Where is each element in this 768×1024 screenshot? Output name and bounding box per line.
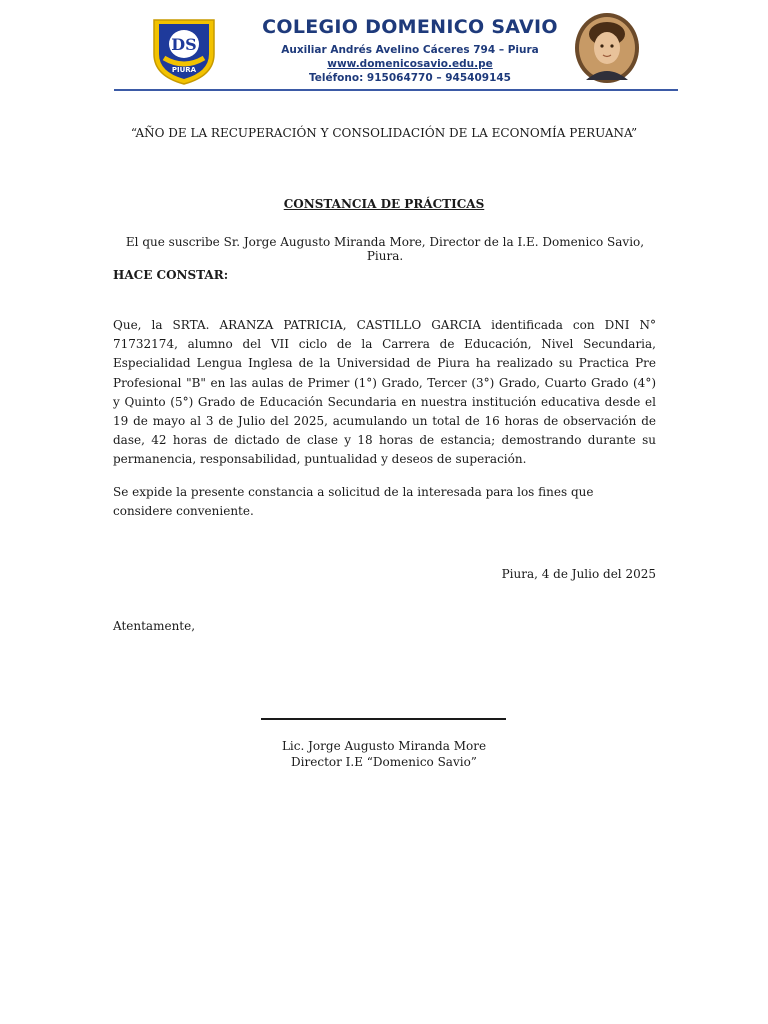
- signature-block: [0, 738, 768, 770]
- place-date: Piura, 4 de Julio del 2025: [501, 567, 656, 581]
- school-address: Auxiliar Andrés Avelino Cáceres 794 – Piura: [281, 44, 539, 56]
- school-name: COLEGIO DOMENICO SAVIO: [262, 16, 558, 38]
- domenico-savio-portrait: [574, 12, 640, 84]
- expide-paragraph: Se expide la presente constancia a solicitud de la interesada para los fines que considere conveniente.: [113, 485, 594, 518]
- signatory-role: Director I.E “Domenico Savio”: [291, 755, 477, 769]
- crest-initials: DS: [171, 35, 197, 54]
- year-motto: “AÑO DE LA RECUPERACIÓN Y CONSOLIDACIÓN DE LA ECONOMÍA PERUANA”: [130, 126, 638, 140]
- closing-salutation: Atentamente,: [113, 619, 196, 633]
- letterhead: [114, 10, 678, 92]
- school-website[interactable]: www.domenicosavio.edu.pe: [327, 58, 493, 70]
- crest-label: PIURA: [171, 66, 197, 74]
- signatory-name: Lic. Jorge Augusto Miranda More: [281, 739, 487, 753]
- letterhead-rule: [114, 89, 678, 91]
- intro-paragraph: El que suscribe Sr. Jorge Augusto Miranda More, Director de la I.E. Domenico Savio, Piura.: [125, 235, 645, 263]
- signature-line: [261, 718, 506, 720]
- document-title: CONSTANCIA DE PRÁCTICAS: [283, 197, 485, 211]
- school-phone: Teléfono: 915064770 – 945409145: [308, 72, 511, 84]
- hace-constar-heading: HACE CONSTAR:: [113, 268, 229, 282]
- body-paragraph: Que, la SRTA. ARANZA PATRICIA, CASTILLO GARCIA identificada con DNI N° 71732174, alumno del VII ciclo de la Carrera de Educación, Nivel Secundaria, Especialidad Lengua Inglesa de la Universidad de Piura ha realizado su Practica Pre Profesional "B" en las aulas de Primer (1°) Grado, Tercer (3°) Grado, Cuarto Grado (4°) y Quinto (5°) Grado de Educación Secundaria en nuestra institución educativa desde el 19 de mayo al 3 de Julio del 2025, acumulando un total de 16 horas de observación de dase, 42 horas de dictado de clase y 18 horas de estancia; demostrando durante su permanencia, responsabilidad, puntualidad y deseos de superación.: [113, 318, 656, 467]
